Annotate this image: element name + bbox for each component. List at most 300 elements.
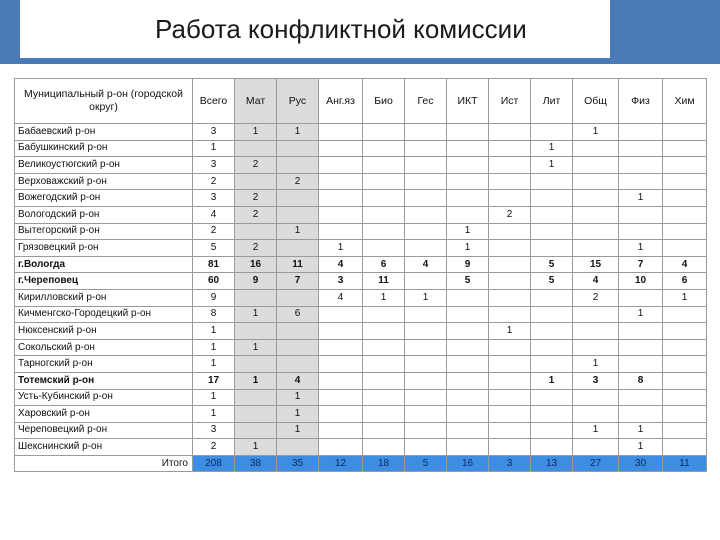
value-cell	[619, 223, 663, 240]
value-cell: 1	[193, 339, 235, 356]
region-column-header: Муниципальный р-он (городской округ)	[15, 79, 193, 124]
value-cell: 4	[405, 256, 447, 273]
value-cell	[447, 306, 489, 323]
value-cell	[573, 190, 619, 207]
value-cell	[319, 389, 363, 406]
value-cell	[277, 240, 319, 257]
region-name-cell: Верховажский р-он	[15, 173, 193, 190]
region-name-cell: Вожегодский р-он	[15, 190, 193, 207]
region-name-cell: Усть-Кубинский р-он	[15, 389, 193, 406]
table-row	[15, 190, 707, 207]
value-cell	[405, 140, 447, 157]
value-cell: 1	[193, 356, 235, 373]
region-name-cell: Вологодский р-он	[15, 206, 193, 223]
title-box	[20, 0, 610, 58]
total-value-cell: 3	[489, 455, 531, 472]
value-cell	[447, 372, 489, 389]
value-cell	[447, 206, 489, 223]
value-cell	[447, 323, 489, 340]
value-cell	[319, 306, 363, 323]
value-cell: 1	[619, 190, 663, 207]
value-cell: 81	[193, 256, 235, 273]
table-row	[15, 356, 707, 373]
value-cell	[663, 173, 707, 190]
total-row	[15, 455, 707, 472]
value-cell: 1	[573, 422, 619, 439]
value-cell	[363, 173, 405, 190]
value-cell	[663, 140, 707, 157]
value-cell	[277, 190, 319, 207]
table-row	[15, 273, 707, 290]
value-cell	[531, 206, 573, 223]
value-cell	[489, 439, 531, 456]
value-cell	[235, 173, 277, 190]
value-cell	[447, 406, 489, 423]
total-value-cell: 13	[531, 455, 573, 472]
value-cell: 4	[319, 289, 363, 306]
value-cell: 1	[619, 439, 663, 456]
value-cell: 1	[573, 124, 619, 141]
value-cell	[489, 124, 531, 141]
value-cell	[319, 190, 363, 207]
table-row	[15, 240, 707, 257]
table-body	[15, 124, 707, 472]
value-cell	[573, 323, 619, 340]
value-cell: 2	[235, 157, 277, 174]
commission-table-container	[14, 78, 706, 472]
value-cell	[447, 356, 489, 373]
table-row	[15, 439, 707, 456]
value-cell	[363, 190, 405, 207]
value-cell	[531, 240, 573, 257]
value-cell: 4	[193, 206, 235, 223]
value-cell: 3	[193, 422, 235, 439]
value-cell	[235, 422, 277, 439]
header-band-left	[0, 0, 20, 64]
value-cell	[663, 157, 707, 174]
value-cell: 3	[319, 273, 363, 290]
value-cell	[405, 190, 447, 207]
value-cell: 11	[363, 273, 405, 290]
value-cell	[573, 406, 619, 423]
value-cell	[663, 406, 707, 423]
value-cell	[447, 124, 489, 141]
value-cell: 6	[363, 256, 405, 273]
value-cell	[619, 124, 663, 141]
value-cell	[619, 140, 663, 157]
value-cell: 1	[531, 157, 573, 174]
value-cell: 17	[193, 372, 235, 389]
table-header-row	[15, 79, 707, 124]
page-title: Работа конфликтной комиссии	[155, 14, 527, 44]
value-cell: 1	[619, 306, 663, 323]
value-cell: 8	[193, 306, 235, 323]
region-name-cell: г.Череповец	[15, 273, 193, 290]
table-row	[15, 306, 707, 323]
header-band-bottom	[0, 58, 720, 64]
value-cell	[405, 124, 447, 141]
value-cell	[663, 306, 707, 323]
value-cell	[663, 339, 707, 356]
value-cell	[363, 372, 405, 389]
total-value-cell: 5	[405, 455, 447, 472]
value-cell	[319, 223, 363, 240]
value-cell	[619, 339, 663, 356]
value-cell	[235, 223, 277, 240]
value-cell	[405, 173, 447, 190]
value-cell: 8	[619, 372, 663, 389]
value-cell	[235, 356, 277, 373]
value-cell: 1	[235, 372, 277, 389]
column-header: Гес	[405, 79, 447, 124]
value-cell: 1	[277, 389, 319, 406]
value-cell: 1	[619, 422, 663, 439]
value-cell: 2	[193, 173, 235, 190]
value-cell	[573, 173, 619, 190]
value-cell	[319, 173, 363, 190]
value-cell: 1	[531, 140, 573, 157]
column-header: Рус	[277, 79, 319, 124]
value-cell	[405, 372, 447, 389]
table-row	[15, 406, 707, 423]
total-value-cell: 16	[447, 455, 489, 472]
region-name-cell: Череповецкий р-он	[15, 422, 193, 439]
value-cell	[573, 306, 619, 323]
column-header: Хим	[663, 79, 707, 124]
value-cell	[363, 157, 405, 174]
table-row	[15, 389, 707, 406]
region-name-cell: Сокольский р-он	[15, 339, 193, 356]
value-cell	[405, 206, 447, 223]
table-row	[15, 206, 707, 223]
value-cell: 1	[235, 339, 277, 356]
value-cell: 1	[405, 289, 447, 306]
value-cell	[235, 289, 277, 306]
value-cell	[277, 289, 319, 306]
value-cell	[319, 356, 363, 373]
value-cell	[405, 223, 447, 240]
value-cell	[531, 339, 573, 356]
value-cell: 1	[319, 240, 363, 257]
column-header: Ист	[489, 79, 531, 124]
total-value-cell: 38	[235, 455, 277, 472]
table-row	[15, 289, 707, 306]
value-cell	[319, 140, 363, 157]
value-cell	[663, 422, 707, 439]
region-name-cell: Кирилловский р-он	[15, 289, 193, 306]
value-cell	[319, 124, 363, 141]
value-cell	[663, 223, 707, 240]
value-cell	[663, 323, 707, 340]
value-cell	[319, 323, 363, 340]
value-cell	[363, 140, 405, 157]
value-cell: 1	[447, 223, 489, 240]
value-cell	[405, 273, 447, 290]
value-cell	[531, 223, 573, 240]
value-cell	[531, 173, 573, 190]
value-cell	[319, 206, 363, 223]
value-cell	[663, 389, 707, 406]
value-cell: 1	[193, 389, 235, 406]
value-cell	[447, 157, 489, 174]
value-cell	[277, 323, 319, 340]
value-cell: 9	[193, 289, 235, 306]
value-cell	[619, 173, 663, 190]
value-cell	[531, 356, 573, 373]
value-cell	[489, 240, 531, 257]
region-name-cell: Тотемский р-он	[15, 372, 193, 389]
region-name-cell: Тарногский р-он	[15, 356, 193, 373]
value-cell	[405, 339, 447, 356]
value-cell	[235, 140, 277, 157]
value-cell	[363, 323, 405, 340]
value-cell	[619, 389, 663, 406]
value-cell	[447, 173, 489, 190]
value-cell: 1	[489, 323, 531, 340]
value-cell	[405, 389, 447, 406]
value-cell: 5	[531, 256, 573, 273]
value-cell	[531, 389, 573, 406]
value-cell	[489, 339, 531, 356]
value-cell	[619, 406, 663, 423]
value-cell	[405, 323, 447, 340]
value-cell: 7	[277, 273, 319, 290]
value-cell	[405, 406, 447, 423]
value-cell: 4	[663, 256, 707, 273]
value-cell	[363, 124, 405, 141]
value-cell	[619, 356, 663, 373]
value-cell: 11	[277, 256, 319, 273]
value-cell	[363, 406, 405, 423]
value-cell	[489, 389, 531, 406]
region-name-cell: Нюксенский р-он	[15, 323, 193, 340]
value-cell	[573, 389, 619, 406]
value-cell	[531, 190, 573, 207]
column-header: Мат	[235, 79, 277, 124]
value-cell	[573, 157, 619, 174]
value-cell	[405, 422, 447, 439]
value-cell: 3	[193, 190, 235, 207]
value-cell: 1	[193, 323, 235, 340]
table-row	[15, 173, 707, 190]
column-header: Физ	[619, 79, 663, 124]
value-cell: 4	[573, 273, 619, 290]
value-cell	[447, 422, 489, 439]
value-cell	[277, 439, 319, 456]
value-cell	[363, 206, 405, 223]
column-header: ИКТ	[447, 79, 489, 124]
value-cell: 1	[663, 289, 707, 306]
value-cell	[489, 273, 531, 290]
value-cell: 6	[663, 273, 707, 290]
value-cell	[489, 422, 531, 439]
table-row	[15, 157, 707, 174]
value-cell: 10	[619, 273, 663, 290]
value-cell	[277, 140, 319, 157]
value-cell: 1	[531, 372, 573, 389]
table-row	[15, 124, 707, 141]
value-cell	[663, 124, 707, 141]
value-cell	[489, 190, 531, 207]
total-value-cell: 18	[363, 455, 405, 472]
value-cell	[235, 389, 277, 406]
table-row	[15, 140, 707, 157]
value-cell	[363, 339, 405, 356]
value-cell	[531, 439, 573, 456]
value-cell	[573, 339, 619, 356]
table-row	[15, 223, 707, 240]
value-cell	[319, 339, 363, 356]
value-cell: 1	[619, 240, 663, 257]
value-cell	[489, 356, 531, 373]
value-cell	[319, 439, 363, 456]
value-cell: 2	[235, 206, 277, 223]
value-cell	[573, 140, 619, 157]
column-header: Анг.яз	[319, 79, 363, 124]
value-cell	[489, 306, 531, 323]
value-cell: 2	[193, 439, 235, 456]
value-cell	[573, 240, 619, 257]
value-cell	[447, 439, 489, 456]
value-cell: 1	[363, 289, 405, 306]
value-cell	[277, 157, 319, 174]
value-cell: 5	[447, 273, 489, 290]
value-cell	[363, 389, 405, 406]
column-header: Лит	[531, 79, 573, 124]
value-cell	[363, 223, 405, 240]
value-cell: 3	[193, 124, 235, 141]
value-cell: 9	[447, 256, 489, 273]
value-cell: 1	[235, 306, 277, 323]
value-cell	[447, 289, 489, 306]
value-cell: 1	[573, 356, 619, 373]
value-cell	[489, 256, 531, 273]
value-cell	[447, 339, 489, 356]
value-cell	[405, 356, 447, 373]
region-name-cell: Великоустюгский р-он	[15, 157, 193, 174]
value-cell	[619, 289, 663, 306]
value-cell	[319, 157, 363, 174]
total-value-cell: 30	[619, 455, 663, 472]
value-cell	[531, 124, 573, 141]
value-cell	[531, 306, 573, 323]
column-header: Био	[363, 79, 405, 124]
value-cell	[363, 356, 405, 373]
value-cell	[277, 206, 319, 223]
value-cell	[319, 372, 363, 389]
value-cell: 15	[573, 256, 619, 273]
value-cell: 1	[193, 140, 235, 157]
region-name-cell: Бабушкинский р-он	[15, 140, 193, 157]
value-cell	[619, 157, 663, 174]
value-cell: 2	[573, 289, 619, 306]
value-cell: 2	[193, 223, 235, 240]
value-cell: 1	[193, 406, 235, 423]
value-cell	[573, 439, 619, 456]
value-cell	[489, 173, 531, 190]
table-row	[15, 256, 707, 273]
value-cell	[363, 439, 405, 456]
value-cell	[489, 140, 531, 157]
value-cell	[489, 372, 531, 389]
value-cell: 2	[235, 190, 277, 207]
value-cell	[405, 240, 447, 257]
value-cell: 1	[235, 439, 277, 456]
value-cell	[663, 190, 707, 207]
value-cell: 2	[235, 240, 277, 257]
value-cell: 3	[573, 372, 619, 389]
value-cell	[319, 422, 363, 439]
table-row	[15, 339, 707, 356]
value-cell: 5	[193, 240, 235, 257]
value-cell	[447, 140, 489, 157]
value-cell	[277, 356, 319, 373]
table-row	[15, 323, 707, 340]
value-cell: 1	[235, 124, 277, 141]
value-cell: 1	[277, 223, 319, 240]
value-cell	[363, 306, 405, 323]
value-cell	[489, 223, 531, 240]
value-cell	[531, 323, 573, 340]
total-value-cell: 35	[277, 455, 319, 472]
commission-table	[14, 78, 707, 472]
region-name-cell: г.Вологда	[15, 256, 193, 273]
value-cell	[663, 439, 707, 456]
total-value-cell: 11	[663, 455, 707, 472]
value-cell: 2	[489, 206, 531, 223]
value-cell	[363, 240, 405, 257]
value-cell	[405, 306, 447, 323]
value-cell: 4	[277, 372, 319, 389]
value-cell: 2	[277, 173, 319, 190]
value-cell	[663, 356, 707, 373]
region-name-cell: Вытегорский р-он	[15, 223, 193, 240]
value-cell	[489, 289, 531, 306]
region-name-cell: Грязовецкий р-он	[15, 240, 193, 257]
value-cell	[235, 406, 277, 423]
header-band-right	[610, 0, 720, 64]
value-cell	[573, 223, 619, 240]
value-cell: 1	[277, 124, 319, 141]
value-cell	[235, 323, 277, 340]
value-cell	[531, 289, 573, 306]
value-cell	[447, 389, 489, 406]
region-name-cell: Харовский р-он	[15, 406, 193, 423]
value-cell: 7	[619, 256, 663, 273]
total-value-cell: 208	[193, 455, 235, 472]
value-cell: 9	[235, 273, 277, 290]
value-cell: 1	[277, 406, 319, 423]
value-cell	[405, 439, 447, 456]
value-cell: 1	[447, 240, 489, 257]
total-value-cell: 27	[573, 455, 619, 472]
total-label: Итого	[15, 455, 193, 472]
value-cell	[489, 157, 531, 174]
value-cell	[619, 323, 663, 340]
value-cell	[531, 422, 573, 439]
region-name-cell: Бабаевский р-он	[15, 124, 193, 141]
region-name-cell: Шекснинский р-он	[15, 439, 193, 456]
value-cell	[319, 406, 363, 423]
value-cell	[489, 406, 531, 423]
table-row	[15, 422, 707, 439]
column-header: Общ	[573, 79, 619, 124]
value-cell	[531, 406, 573, 423]
value-cell: 60	[193, 273, 235, 290]
value-cell	[277, 339, 319, 356]
value-cell: 1	[277, 422, 319, 439]
value-cell: 3	[193, 157, 235, 174]
